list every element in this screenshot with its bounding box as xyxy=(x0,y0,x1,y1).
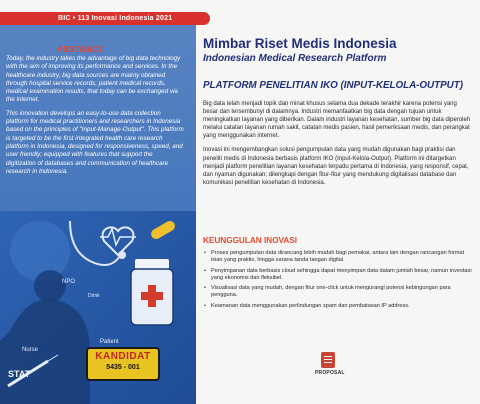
document-icon xyxy=(321,352,335,368)
abstract-box xyxy=(0,25,196,211)
illustration-nurse-label: Nurse xyxy=(22,347,39,353)
candidate-code: 5435 - 001 xyxy=(106,364,140,371)
proposal-link[interactable] xyxy=(315,352,345,376)
list-item: • Keamanan data menggunakan perlindungan spam dan pembatasan IP address. xyxy=(203,303,473,310)
section-heading-advantages: KEUNGGULAN INOVASI xyxy=(203,236,298,245)
medicine-bottle-icon xyxy=(131,259,173,325)
platform-paragraph-2: Inovasi ini mengembangkan solusi pengumpulan data yang mudah digunakan bagi praktisi dan peneliti medis di Indonesia berbasis platform IKO (Input-Kelola-Output). Platform ini ditargetkan menjadi platform penelitian layanan kesehatan terpadu pertama di Indonesia, yang responsif, cepat, dan nyaman digunakan; dilengkapi dengan fitur-fitur yang mendukung digitalisasi database dan komunikasi penelitian kesehatan di Indonesia. xyxy=(203,147,469,186)
illustration-stat-label: STAT xyxy=(8,369,31,379)
left-panel xyxy=(0,25,196,404)
page-subtitle: Indonesian Medical Research Platform xyxy=(203,53,387,64)
candidate-badge xyxy=(86,347,160,381)
illustration-npo-label: NPO xyxy=(62,279,76,285)
abstract-title: ABSTRACT xyxy=(56,44,104,54)
abstract-paragraph-1: Today, the industry takes the advantage of big data technology with the aim of improving its performance and services. In the healthcare industry, big data sources are mainly obtained through hospital service records, patient medical records, medical examination results, that today can be exchanged via the internet. xyxy=(6,55,181,104)
illustration-drink-label: Drink xyxy=(88,293,100,299)
header-tag: BIC • 113 Inovasi Indonesia 2021 xyxy=(0,12,210,25)
abstract-text xyxy=(6,55,184,181)
page-title: Mimbar Riset Medis Indonesia xyxy=(203,36,397,51)
platform-paragraph-1: Big data telah menjadi topik dan minat khusus selama dua dekade terakhir karena potensi yang besar dan tersembunyi di dalamnya. Industri memanfaatkan big data dengan tujuan untuk meningkatkan layanan yang diberikan. Dalam industri layanan kesehatan, sumber big data diperoleh melalui catatan layanan rumah sakit, catatan medis pasien, hasil pemeriksaan medis, dan perangkat yang menggunakan internet. xyxy=(203,101,471,140)
list-item: • Visualisasi data yang mudah, dengan fitur one-click untuk mengurangi potensi kebingungan para pengguna. xyxy=(203,285,473,300)
list-item: • Penyimpanan data berbasis cloud sehingga dapat menyimpan data dalam jumlah besar, namun investasi yang ekonomis dan fleksibel. xyxy=(203,268,473,283)
illustration-patient-label: Patient xyxy=(100,339,119,345)
candidate-label: KANDIDAT xyxy=(95,351,151,362)
section-heading-platform: PLATFORM PENELITIAN IKO (INPUT-KELOLA-OUTPUT) xyxy=(203,80,463,91)
list-item: • Proses pengumpulan data dirancang lebih mudah bagi pemakai, antara lain dengan rancangan format isian yang praktis, hingga sarana tanda tangan digital. xyxy=(203,250,473,265)
advantages-list xyxy=(203,250,473,313)
proposal-label: PROPOSAL xyxy=(315,370,345,376)
abstract-paragraph-2: This innovation develops an easy-to-use data collection platform for medical practitioners and researchers in Indonesia based on the principles of "Input-Manage-Output". This platform is targeted to be the first integrated health care research platform in Indonesia, designed for responsiveness, speed, and user friendly; equipped with features that support the digitization of databases and communication of healthcare research in Indonesia. xyxy=(6,109,184,175)
section-platform-body xyxy=(203,100,473,193)
